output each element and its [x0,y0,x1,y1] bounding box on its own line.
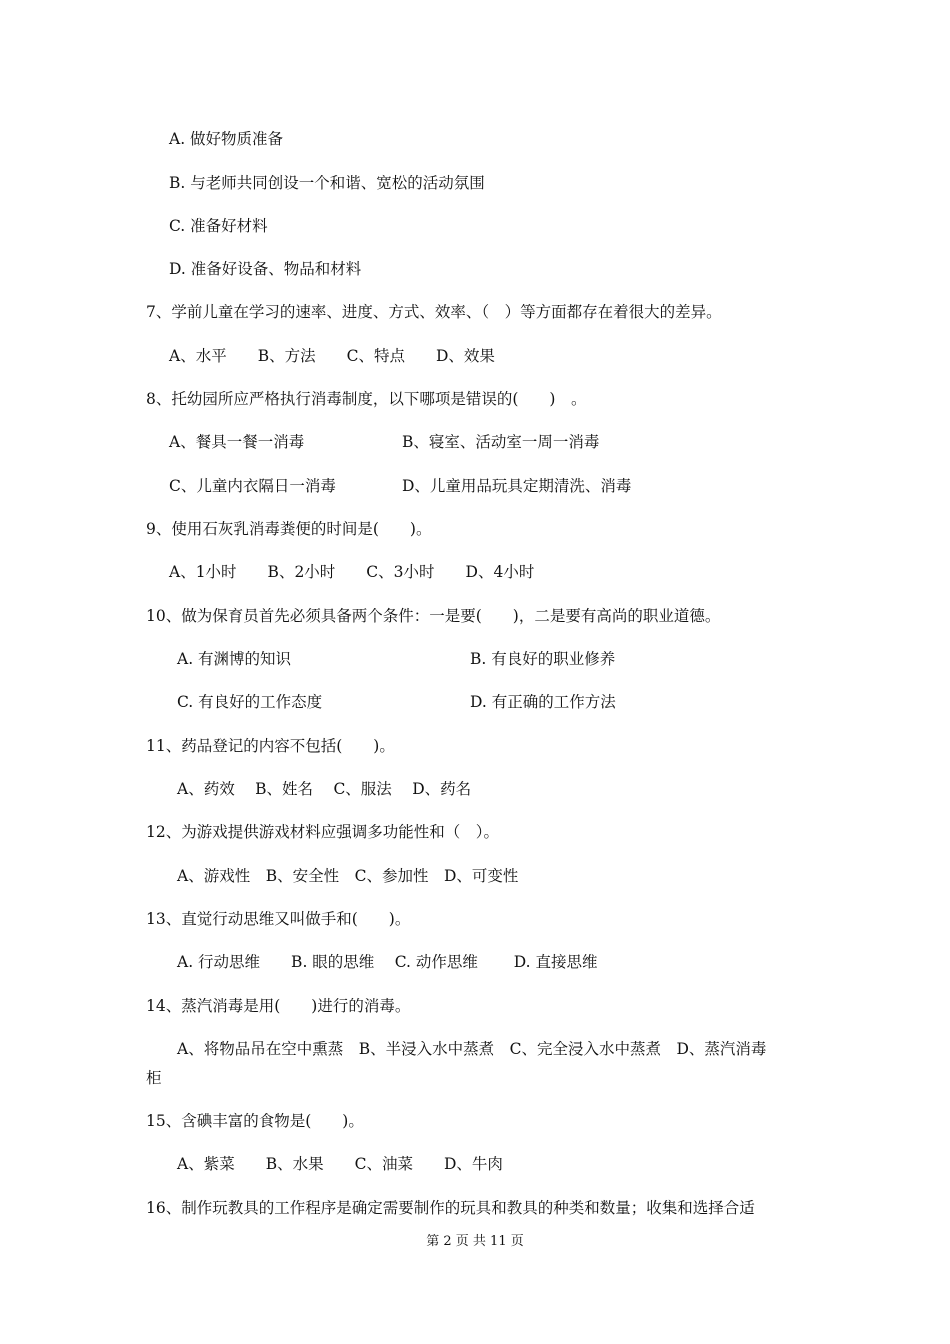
q6-option-d: D. 准备好设备、物品和材料 [169,260,362,278]
q15-question: 15、含碘丰富的食物是( )。 [146,1112,364,1130]
q6-option-a: A. 做好物质准备 [169,130,284,148]
q14-question: 14、蒸汽消毒是用( )进行的消毒。 [146,997,411,1015]
q6-option-b: B. 与老师共同创设一个和谐、宽松的活动氛围 [169,174,485,192]
q12-question: 12、为游戏提供游戏材料应强调多功能性和（ ）。 [146,823,499,841]
q8-option-c: C、儿童内衣隔日一消毒 [169,477,336,495]
q11-options: A、药效 B、姓名 C、服法 D、药名 [177,780,472,798]
q12-options: A、游戏性 B、安全性 C、参加性 D、可变性 [177,867,519,885]
q7-options: A、水平 B、方法 C、特点 D、效果 [169,347,495,365]
page-footer: 第 2 页 共 11 页 [426,1234,524,1249]
q10-option-b: B. 有良好的职业修养 [470,650,616,668]
q8-question: 8、托幼园所应严格执行消毒制度，以下哪项是错误的( ) 。 [146,390,587,408]
q14-options: A、将物品吊在空中熏蒸 B、半浸入水中蒸煮 C、完全浸入水中蒸煮 D、蒸汽消毒 [177,1040,767,1058]
q9-question: 9、使用石灰乳消毒粪便的时间是( )。 [146,520,432,538]
q8-option-b: B、寝室、活动室一周一消毒 [402,433,600,451]
q11-question: 11、药品登记的内容不包括( )。 [146,737,395,755]
q13-options: A. 行动思维 B. 眼的思维 C. 动作思维 D. 直接思维 [177,953,598,971]
q10-question: 10、做为保育员首先必须具备两个条件：一是要( )，二是要有高尚的职业道德。 [146,607,721,625]
q8-option-d: D、儿童用品玩具定期清洗、消毒 [402,477,632,495]
q10-option-a: A. 有渊博的知识 [177,650,292,668]
q9-options: A、1小时 B、2小时 C、3小时 D、4小时 [169,563,535,581]
q10-option-d: D. 有正确的工作方法 [470,693,616,711]
q15-options: A、紫菜 B、水果 C、油菜 D、牛肉 [177,1155,503,1173]
q16-question: 16、制作玩教具的工作程序是确定需要制作的玩具和教具的种类和数量；收集和选择合适 [146,1199,755,1217]
q6-option-c: C. 准备好材料 [169,217,268,235]
q10-option-c: C. 有良好的工作态度 [177,693,323,711]
q8-option-a: A、餐具一餐一消毒 [169,433,305,451]
q14-options-wrap: 柜 [146,1069,162,1087]
q7-question: 7、学前儿童在学习的速率、进度、方式、效率、（ ）等方面都存在着很大的差异。 [146,303,722,321]
q13-question: 13、直觉行动思维又叫做手和( )。 [146,910,411,928]
